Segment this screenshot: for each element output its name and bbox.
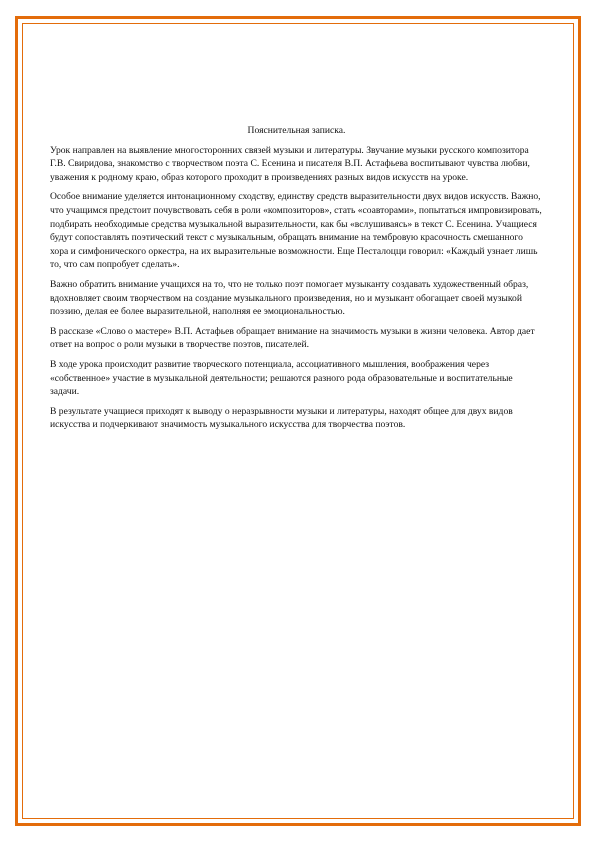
paragraph-6: В результате учащиеся приходят к выводу о неразрывности музыки и литературы, находят общее для двух видов искусства и подчеркивают значимость музыкального искусства для творчества поэтов. <box>50 405 513 431</box>
paragraph-3: Важно обратить внимание учащихся на то, что не только поэт помогает музыканту создавать художественный образ, вдохновляет своим творчеством на создание музыкального произведения, но и музыкант обогащает своей музыкой поэзию, делая ее более выразительной, наполняя ее эмоциональностью. <box>50 278 529 318</box>
paragraph-5: В ходе урока происходит развитие творческого потенциала, ассоциативного мышления, воображения через «собственное» участие в музыкальной деятельности; решаются разного рода образовательные и воспитательные задачи. <box>50 358 513 398</box>
document-title: Пояснительная записка. <box>247 125 346 136</box>
paragraph-2: Особое внимание уделяется интонационному сходству, единству средств выразительности двух видов искусств. Важно, что учащимся предстоит почувствовать себя в роли «композиторов», стать «соавторами», попытаться импровизировать, подбирать необходимые средства музыкальной выразительности, как бы «вслушиваясь» в текст С. Есенина. Учащиеся будут сопоставлять поэтический текст с музыкальным, обращать внимание на тембровую красочность смешанного хора и симфонического оркестра, на их выразительные возможности. Еще Песталоцци говорил: «Каждый узнает лишь то, что сам попробует сделать». <box>50 191 542 271</box>
document-body <box>50 124 543 438</box>
paragraph-1: Урок направлен на выявление многосторонних связей музыки и литературы. Звучание музыки русского композитора Г.В. Свиридова, знакомство с творчеством поэта С. Есенина и писателя В.П. Астафьева воспитывают чувства любви, уважения к родному краю, образ которого проходит в произведениях разных видов искусств на уроке. <box>50 144 530 183</box>
paragraph-4: В рассказе «Слово о мастере» В.П. Астафьев обращает внимание на значимость музыки в жизни человека. Автор дает ответ на вопрос о роли музыки в творчестве поэтов, писателей. <box>50 325 535 351</box>
